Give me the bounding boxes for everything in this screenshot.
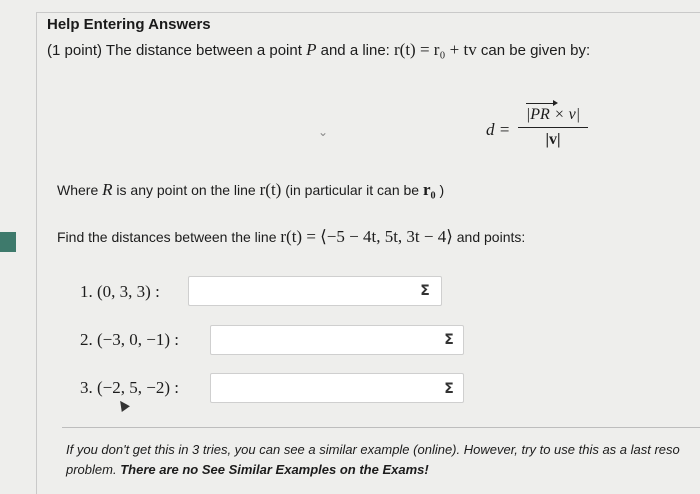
question-1 [80,282,160,302]
formula-fraction [518,100,588,149]
page-border-left [36,12,37,494]
find-suffix: and points: [452,229,526,245]
answer-input-2[interactable] [210,325,464,355]
sigma-icon[interactable]: Σ [420,283,430,299]
problem-statement [47,40,590,60]
where-paren: (in particular it can be [281,182,423,198]
question-2 [80,330,179,350]
note-line-2 [66,462,429,477]
answer-input-3[interactable] [210,373,464,403]
fraction-bar [518,127,588,128]
sigma-icon[interactable]: Σ [444,332,454,348]
note-plain: problem. [66,462,121,477]
find-prefix: Find the distances between the line [57,229,281,245]
divider [62,427,700,428]
formula-lhs: d = [486,120,511,139]
sigma-icon[interactable]: Σ [444,381,454,397]
stray-mark: ⌄ [318,125,329,139]
help-entering-answers-link[interactable]: Help Entering Answers [47,16,211,33]
question-1-label: 1. (0, 3, 3) : [80,282,160,301]
note-line-1: If you don't get this in 3 tries, you can see a similar example (online). However, try to use this as a last reso [66,442,680,457]
problem-mid: and a line: [316,42,395,59]
question-3 [80,378,179,398]
where-prefix: Where [57,182,103,198]
where-var: R [102,180,113,199]
answer-input-1[interactable] [188,276,442,306]
question-2-label: 2. (−3, 0, −1) : [80,330,179,349]
mouse-cursor-icon [116,398,130,412]
where-statement [57,180,444,200]
question-3-label: 3. (−2, 5, −2) : [80,378,179,397]
page-border-top [36,12,700,13]
find-statement [57,227,525,247]
note-bold: There are no See Similar Examples on the Exams! [120,462,429,477]
where-mid: is any point on the line [112,182,260,198]
problem-suffix: can be given by: [476,42,591,59]
problem-prefix: (1 point) The distance between a point [47,42,307,59]
where-func: r(t) [259,180,282,199]
find-equation: r(t) = ⟨−5 − 4t, 5t, 3t − 4⟩ [280,227,453,246]
where-r0: r₀ [422,180,436,199]
side-tab[interactable] [0,232,16,252]
vector-arrow-icon [526,100,560,106]
point-variable: P [306,40,317,59]
formula-numerator: |PR × v| [525,106,581,123]
line-equation: r(t) = r₀ + tv [394,40,477,59]
where-end: ) [435,182,445,198]
formula-denominator: |v| [545,131,561,148]
